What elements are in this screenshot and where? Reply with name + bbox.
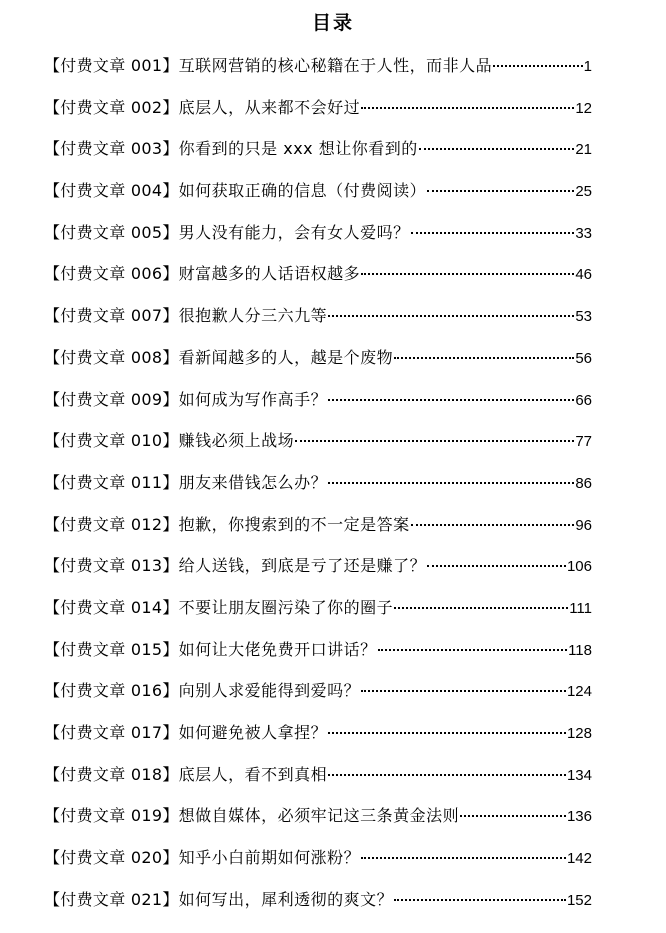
toc-entry-label: 【付费文章 017】 xyxy=(44,723,179,742)
toc-entry[interactable] xyxy=(44,795,592,837)
toc-entry[interactable] xyxy=(44,545,592,587)
toc-dot-leader xyxy=(328,399,574,401)
toc-entry-heading: 如何避免被人拿捏？ xyxy=(178,723,328,742)
toc-entry[interactable] xyxy=(44,337,592,379)
toc-entry-label: 【付费文章 001】 xyxy=(44,56,179,75)
toc-entry[interactable] xyxy=(44,295,592,337)
toc-dot-leader xyxy=(411,232,575,234)
toc-dot-leader xyxy=(427,565,566,567)
toc-dot-leader xyxy=(295,440,574,442)
toc-entry-page-number: 136 xyxy=(566,808,592,826)
toc-dot-leader xyxy=(411,524,575,526)
toc-entry-label: 【付费文章 008】 xyxy=(44,347,179,367)
toc-entry-label: 【付费文章 009】 xyxy=(44,389,179,409)
toc-entry-page-number: 53 xyxy=(575,308,592,326)
toc-entry-heading: 知乎小白前期如何涨粉？ xyxy=(178,848,361,868)
toc-entry-page-number: 33 xyxy=(575,224,592,242)
toc-entry-label: 【付费文章 006】 xyxy=(44,264,179,284)
toc-entry-label: 【付费文章 010】 xyxy=(44,431,179,451)
toc-entry[interactable] xyxy=(44,170,592,212)
toc-entry-heading: 如何获取正确的信息（付费阅读） xyxy=(178,181,427,201)
toc-dot-leader xyxy=(361,107,574,109)
toc-entry-page-number: 86 xyxy=(575,474,592,492)
toc-entry[interactable] xyxy=(44,253,592,295)
toc-dot-leader xyxy=(493,65,583,67)
toc-entry-page-number: 12 xyxy=(575,99,592,117)
toc-entry-label: 【付费文章 003】 xyxy=(44,139,179,159)
toc-entry-heading: 看新闻越多的人，越是个废物 xyxy=(178,347,394,367)
toc-entry-page-number: 118 xyxy=(568,641,592,659)
toc-entry-heading: 给人送钱，到底是亏了还是赚了？ xyxy=(178,556,427,576)
toc-entry-page-number: 96 xyxy=(575,516,592,534)
toc-entry-page-number: 152 xyxy=(566,891,592,909)
toc-entry-label: 【付费文章 002】 xyxy=(44,97,179,117)
toc-entry[interactable] xyxy=(44,504,592,546)
toc-entry-page-number: 25 xyxy=(575,183,592,201)
toc-entry-page-number: 21 xyxy=(575,141,592,159)
toc-entry-label: 【付费文章 005】 xyxy=(44,222,179,242)
toc-entry-label: 【付费文章 004】 xyxy=(44,181,179,201)
toc-entry-page-number: 128 xyxy=(566,725,592,742)
toc-entry-label: 【付费文章 019】 xyxy=(44,806,179,826)
toc-entry-label: 【付费文章 015】 xyxy=(44,639,179,659)
toc-entry-label: 【付费文章 007】 xyxy=(44,306,179,326)
toc-dot-leader xyxy=(378,649,567,651)
toc-entry-page-number: 46 xyxy=(575,266,592,284)
toc-entry[interactable] xyxy=(44,128,592,170)
toc-entry-label: 【付费文章 016】 xyxy=(44,681,179,701)
toc-entry[interactable] xyxy=(44,462,592,504)
toc-entry-label: 【付费文章 011】 xyxy=(44,472,179,492)
toc-dot-leader xyxy=(328,315,574,317)
toc-entry-page-number: 1 xyxy=(583,58,592,75)
toc-entry-heading: 如何写出，犀利透彻的爽文？ xyxy=(178,889,394,909)
toc-dot-leader xyxy=(328,732,566,734)
toc-entry-heading: 抱歉，你搜索到的不一定是答案 xyxy=(178,514,410,534)
toc-entry-label: 【付费文章 012】 xyxy=(44,514,179,534)
toc-entry-heading: 如何成为写作高手？ xyxy=(178,389,328,409)
toc-entry-page-number: 111 xyxy=(569,599,592,617)
toc-entry-heading: 财富越多的人话语权越多 xyxy=(178,264,361,284)
toc-entry[interactable] xyxy=(44,712,592,754)
toc-entry[interactable] xyxy=(44,379,592,421)
toc-dot-leader xyxy=(394,899,566,901)
toc-entry[interactable] xyxy=(44,879,592,921)
toc-dot-leader xyxy=(460,815,566,817)
toc-entry-page-number: 142 xyxy=(566,850,592,868)
toc-dot-leader xyxy=(328,774,566,776)
toc-entry-heading: 向别人求爱能得到爱吗？ xyxy=(178,681,361,701)
toc-entry[interactable] xyxy=(44,87,592,129)
toc-entry[interactable] xyxy=(44,670,592,712)
toc-entry[interactable] xyxy=(44,45,592,87)
toc-entry-page-number: 56 xyxy=(575,349,592,367)
toc-dot-leader xyxy=(419,148,575,150)
toc-entry[interactable] xyxy=(44,212,592,254)
toc-dot-leader xyxy=(361,857,566,859)
toc-entry-page-number: 124 xyxy=(566,683,592,701)
toc-list xyxy=(44,45,592,920)
toc-entry-page-number: 106 xyxy=(566,558,592,576)
toc-entry-heading: 互联网营销的核心秘籍在于人性，而非人品 xyxy=(178,56,493,75)
toc-dot-leader xyxy=(394,607,568,609)
toc-entry-heading: 底层人，从来都不会好过 xyxy=(178,97,361,117)
toc-entry-page-number: 134 xyxy=(566,766,592,784)
toc-entry-heading: 不要让朋友圈污染了你的圈子 xyxy=(178,597,394,617)
toc-entry-label: 【付费文章 018】 xyxy=(44,764,179,784)
toc-dot-leader xyxy=(394,357,574,359)
toc-entry-label: 【付费文章 014】 xyxy=(44,597,179,617)
toc-entry-heading: 如何让大佬免费开口讲话？ xyxy=(178,639,377,659)
toc-entry-label: 【付费文章 020】 xyxy=(44,848,179,868)
toc-entry-heading: 赚钱必须上战场 xyxy=(178,431,295,451)
toc-entry-page-number: 66 xyxy=(575,391,592,409)
toc-dot-leader xyxy=(361,690,566,692)
toc-entry-heading: 朋友来借钱怎么办？ xyxy=(178,472,328,492)
toc-entry-label: 【付费文章 021】 xyxy=(44,889,179,909)
toc-entry[interactable] xyxy=(44,420,592,462)
toc-entry-heading: 很抱歉人分三六九等 xyxy=(178,306,328,326)
toc-dot-leader xyxy=(328,482,574,484)
toc-entry-label: 【付费文章 013】 xyxy=(44,556,179,576)
toc-entry-page-number: 77 xyxy=(575,433,592,451)
toc-entry-heading: 你看到的只是 xxx 想让你看到的 xyxy=(178,139,418,159)
toc-entry[interactable] xyxy=(44,587,592,629)
toc-dot-leader xyxy=(361,273,574,275)
toc-entry[interactable] xyxy=(44,837,592,879)
toc-entry[interactable] xyxy=(44,629,592,671)
toc-entry-heading: 男人没有能力，会有女人爱吗？ xyxy=(178,222,410,242)
toc-entry-heading: 想做自媒体，必须牢记这三条黄金法则 xyxy=(178,806,460,826)
toc-entry[interactable] xyxy=(44,754,592,796)
toc-title: 目录 xyxy=(311,12,354,34)
toc-entry-heading: 底层人，看不到真相 xyxy=(178,764,328,784)
toc-dot-leader xyxy=(427,190,574,192)
